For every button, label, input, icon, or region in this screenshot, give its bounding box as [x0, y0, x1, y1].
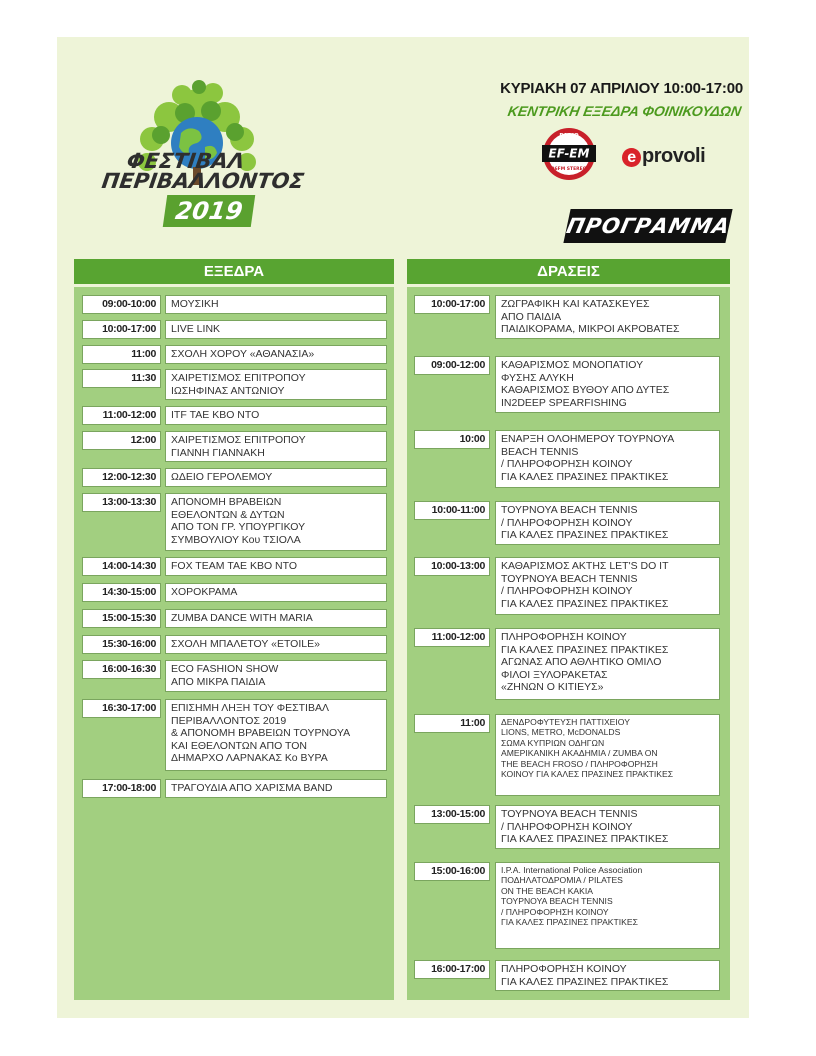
- schedule-activity: ΣΧΟΛΗ ΜΠΑΛΕΤΟΥ «ETOILE»: [165, 635, 387, 654]
- radio-frequency: 96FM STEREO: [551, 167, 587, 172]
- schedule-time: 11:00: [414, 714, 490, 733]
- schedule-activity: LIVE LINK: [165, 320, 387, 339]
- exedra-schedule: [74, 287, 394, 1000]
- schedule-activity: ΩΔΕΙΟ ΓΕΡΟΛΕΜΟΥ: [165, 468, 387, 487]
- event-date: ΚΥΡΙΑΚΗ 07 ΑΠΡΙΛΙΟΥ 10:00-17:00: [500, 80, 743, 97]
- schedule-time: 10:00-13:00: [414, 557, 490, 576]
- schedule-time: 11:30: [82, 369, 161, 388]
- schedule-time: 13:00-15:00: [414, 805, 490, 824]
- eprovoli-e: e: [622, 148, 641, 167]
- schedule-time: 11:00-12:00: [414, 628, 490, 647]
- schedule-activity: ΑΠΟΝΟΜΗ ΒΡΑΒΕΙΩΝ ΕΘΕΛΟΝΤΩΝ & ΔΥΤΩΝ ΑΠΟ ΤΟΝ ΓΡ. ΥΠΟΥΡΓΙΚΟΥ ΣΥΜΒΟΥΛΙΟΥ Κου ΤΣΙΟΛΑ: [165, 493, 387, 551]
- event-venue: ΚΕΝΤΡΙΚΗ ΕΞΕΔΡΑ ΦΟΙΝΙΚΟΥΔΩΝ: [506, 103, 743, 119]
- schedule-time: 15:00-16:00: [414, 862, 490, 881]
- schedule-activity: ΠΛΗΡΟΦΟΡΗΣΗ ΚΟΙΝΟΥ ΓΙΑ ΚΑΛΕΣ ΠΡΑΣΙΝΕΣ ΠΡΑΚΤΙΚΕΣ ΑΓΩΝΑΣ ΑΠΟ ΑΘΛΗΤΙΚΟ ΟΜΙΛΟ ΦΙΛΟΙ ΞΥΛΟΡΑΚΕΤΑΣ «ΖΗΝΩΝ Ο ΚΙΤΙΕΥΣ»: [495, 628, 720, 700]
- schedule-activity: ITF ΤΑΕ ΚΒΟ ΝΤΟ: [165, 406, 387, 425]
- schedule-activity: FOX TEAM ΤΑΕ ΚΒΟ ΝΤΟ: [165, 557, 387, 576]
- schedule-time: 11:00: [82, 345, 161, 364]
- eprovoli-logo: [622, 145, 705, 168]
- schedule-time: 09:00-10:00: [82, 295, 161, 314]
- schedule-time: 10:00: [414, 430, 490, 449]
- schedule-time: 10:00-11:00: [414, 501, 490, 520]
- schedule-activity: ECO FASHION SHOW ΑΠΟ ΜΙΚΡΑ ΠΑΙΔΙΑ: [165, 660, 387, 692]
- schedule-activity: ΣΧΟΛΗ ΧΟΡΟΥ «ΑΘΑΝΑΣΙΑ»: [165, 345, 387, 364]
- program-poster: [57, 37, 749, 1018]
- schedule-time: 10:00-17:00: [414, 295, 490, 314]
- schedule-time: 15:00-15:30: [82, 609, 161, 628]
- schedule-time: 16:00-16:30: [82, 660, 161, 679]
- schedule-time: 09:00-12:00: [414, 356, 490, 375]
- efem-radio-logo: [539, 124, 599, 182]
- schedule-time: 10:00-17:00: [82, 320, 161, 339]
- schedule-time: 16:00-17:00: [414, 960, 490, 979]
- festival-year: 2019: [163, 195, 255, 227]
- schedule-activity: ΧΟΡΟΚΡΑΜΑ: [165, 583, 387, 602]
- column-heading-exedra: ΕΞΕΔΡΑ: [74, 259, 394, 284]
- schedule-activity: I.P.A. International Police Association ΠΟΔΗΛΑΤΟΔΡΟΜΙΑ / PILATES ON THE BEACH ΚΑΚΙΑ ΤΟΥΡΝΟΥΑ BEACH TENNIS / ΠΛΗΡΟΦΟΡΗΣΗ ΚΟΙΝΟΥ ΓΙΑ ΚΑΛΕΣ ΠΡΑΣΙΝΕΣ ΠΡΑΚΤΙΚΕΣ: [495, 862, 720, 949]
- schedule-activity: ΕΝΑΡΞΗ ΟΛΟΗΜΕΡΟΥ ΤΟΥΡΝΟΥΑ BEACH TENNIS / ΠΛΗΡΟΦΟΡΗΣΗ ΚΟΙΝΟΥ ΓΙΑ ΚΑΛΕΣ ΠΡΑΣΙΝΕΣ ΠΡΑΚΤΙΚΕΣ: [495, 430, 720, 488]
- schedule-time: 16:30-17:00: [82, 699, 161, 718]
- schedule-activity: ΤΟΥΡΝΟΥΑ BEACH TENNIS / ΠΛΗΡΟΦΟΡΗΣΗ ΚΟΙΝΟΥ ΓΙΑ ΚΑΛΕΣ ΠΡΑΣΙΝΕΣ ΠΡΑΚΤΙΚΕΣ: [495, 501, 720, 545]
- schedule-time: 14:30-15:00: [82, 583, 161, 602]
- schedule-time: 11:00-12:00: [82, 406, 161, 425]
- schedule-activity: ΧΑΙΡΕΤΙΣΜΟΣ ΕΠΙΤΡΟΠΟΥ ΓΙΑΝΝΗ ΓΙΑΝΝΑΚΗ: [165, 431, 387, 462]
- schedule-activity: ZUMBA DANCE WITH MARIA: [165, 609, 387, 628]
- schedule-activity: ΜΟΥΣΙΚΗ: [165, 295, 387, 314]
- schedule-activity: ΔΕΝΔΡΟΦΥΤΕΥΣΗ ΠΑΤΤΙΧΕΙΟΥ LIONS, METRO, McDONALDS ΣΩΜΑ ΚΥΠΡΙΩΝ ΟΔΗΓΩΝ ΑΜΕΡΙΚΑΝΙΚΗ ΑΚΑΔΗΜΙΑ / ZUMBA ON THE BEACH FROSO / ΠΛΗΡΟΦΟΡΗΣΗ ΚΟΙΝΟΥ ΓΙΑ ΚΑΛΕΣ ΠΡΑΣΙΝΕΣ ΠΡΑΚΤΙΚΕΣ: [495, 714, 720, 796]
- radio-top-label: ΡΑΔΙΟ: [559, 133, 579, 139]
- festival-title-line2: ΠΕΡΙΒΑΛΛΟΝΤΟΣ: [100, 169, 306, 193]
- radio-name: EF-EM: [548, 146, 590, 161]
- schedule-time: 13:00-13:30: [82, 493, 161, 512]
- eprovoli-text: provoli: [642, 145, 706, 167]
- schedule-activity: ΚΑΘΑΡΙΣΜΟΣ ΑΚΤΗΣ LET'S DO IT ΤΟΥΡΝΟΥΑ BEACH TENNIS / ΠΛΗΡΟΦΟΡΗΣΗ ΚΟΙΝΟΥ ΓΙΑ ΚΑΛΕΣ ΠΡΑΣΙΝΕΣ ΠΡΑΚΤΙΚΕΣ: [495, 557, 720, 615]
- schedule-activity: ΠΛΗΡΟΦΟΡΗΣΗ ΚΟΙΝΟΥ ΓΙΑ ΚΑΛΕΣ ΠΡΑΣΙΝΕΣ ΠΡΑΚΤΙΚΕΣ: [495, 960, 720, 991]
- column-heading-draseis: ΔΡΑΣΕΙΣ: [407, 259, 730, 284]
- schedule-time: 17:00-18:00: [82, 779, 161, 798]
- draseis-schedule: [407, 287, 730, 1000]
- schedule-activity: ΤΟΥΡΝΟΥΑ BEACH TENNIS / ΠΛΗΡΟΦΟΡΗΣΗ ΚΟΙΝΟΥ ΓΙΑ ΚΑΛΕΣ ΠΡΑΣΙΝΕΣ ΠΡΑΚΤΙΚΕΣ: [495, 805, 720, 849]
- schedule-time: 12:00-12:30: [82, 468, 161, 487]
- schedule-time: 14:00-14:30: [82, 557, 161, 576]
- schedule-activity: ΧΑΙΡΕΤΙΣΜΟΣ ΕΠΙΤΡΟΠΟΥ ΙΩΣΗΦΙΝΑΣ ΑΝΤΩΝΙΟΥ: [165, 369, 387, 400]
- schedule-activity: ΕΠΙΣΗΜΗ ΛΗΞΗ ΤΟΥ ΦΕΣΤΙΒΑΛ ΠΕΡΙΒΑΛΛΟΝΤΟΣ 2019 & ΑΠΟΝΟΜΗ ΒΡΑΒΕΙΩΝ ΤΟΥΡΝΟΥΑ ΚΑΙ ΕΘΕΛΟΝΤΩΝ ΑΠΟ ΤΟΝ ΔΗΜΑΡΧΟ ΛΑΡΝΑΚΑΣ Κο ΒΥΡΑ: [165, 699, 387, 771]
- program-banner: ΠΡΟΓΡΑΜΜΑ: [563, 209, 732, 243]
- schedule-activity: ΤΡΑΓΟΥΔΙΑ ΑΠΟ ΧΑΡΙΣΜΑ BAND: [165, 779, 387, 798]
- schedule-time: 15:30-16:00: [82, 635, 161, 654]
- schedule-activity: ΚΑΘΑΡΙΣΜΟΣ ΜΟΝΟΠΑΤΙΟΥ ΦΥΣΗΣ ΑΛΥΚΗ ΚΑΘΑΡΙΣΜΟΣ ΒΥΘΟΥ ΑΠΟ ΔΥΤΕΣ IN2DEEP SPEARFISHING: [495, 356, 720, 413]
- schedule-time: 12:00: [82, 431, 161, 450]
- schedule-activity: ΖΩΓΡΑΦΙΚΗ ΚΑΙ ΚΑΤΑΣΚΕΥΕΣ ΑΠΟ ΠΑΙΔΙΑ ΠΑΙΔΙΚΟΡΑΜΑ, ΜΙΚΡΟΙ ΑΚΡΟΒΑΤΕΣ: [495, 295, 720, 339]
- festival-title-line1: ΦΕΣΤΙΒΑΛ: [125, 149, 246, 173]
